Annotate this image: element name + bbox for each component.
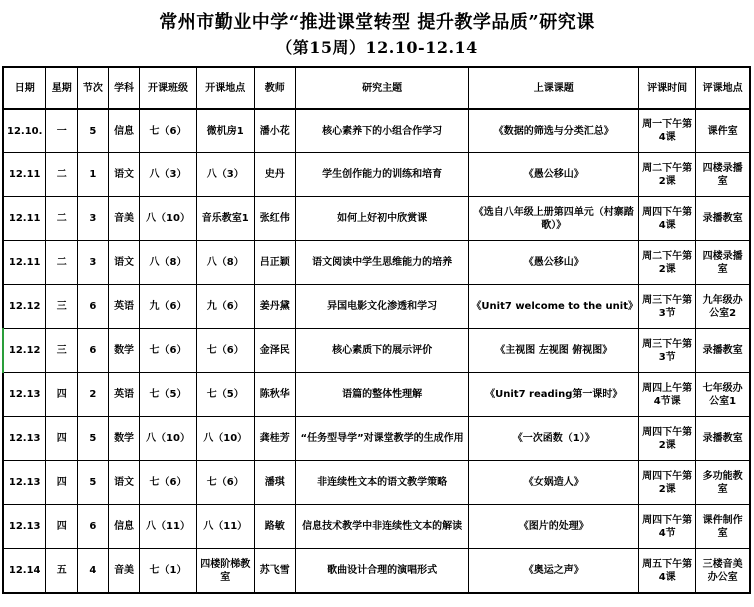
cell-review-time: 周三下午第3节 <box>639 285 696 329</box>
cell-weekday: 二 <box>46 197 78 241</box>
cell-date: 12.13 <box>3 505 46 549</box>
table-row <box>3 197 750 241</box>
cell-topic: 信息技术教学中非连续性文本的解读 <box>295 505 469 549</box>
cell-review-time: 周四下午第4课 <box>639 197 696 241</box>
cell-location: 九（6） <box>196 285 254 329</box>
cell-review-time: 周五下午第4课 <box>639 549 696 594</box>
cell-period: 5 <box>78 417 109 461</box>
cell-class: 八（8） <box>140 241 196 285</box>
cell-date: 12.10. <box>3 109 46 153</box>
cell-lesson: 《奥运之声》 <box>469 549 639 594</box>
cell-location: 八（8） <box>196 241 254 285</box>
cell-class: 九（6） <box>140 285 196 329</box>
cell-topic: 核心素养下的小组合作学习 <box>295 109 469 153</box>
cell-location: 八（10） <box>196 417 254 461</box>
cell-review-time: 周四上午第4节课 <box>639 373 696 417</box>
document-header <box>0 0 754 66</box>
cell-subject: 语文 <box>108 153 140 197</box>
cell-period: 3 <box>78 197 109 241</box>
cell-topic: 非连续性文本的语文教学策略 <box>295 461 469 505</box>
cell-teacher: 陈秋华 <box>254 373 295 417</box>
cell-date: 12.11 <box>3 153 46 197</box>
cell-weekday: 三 <box>46 285 78 329</box>
cell-review-time: 周四下午第2课 <box>639 461 696 505</box>
cell-teacher: 潘琪 <box>254 461 295 505</box>
cell-weekday: 二 <box>46 241 78 285</box>
cell-weekday: 二 <box>46 153 78 197</box>
cell-review-place: 七年级办公室1 <box>696 373 750 417</box>
cell-subject: 数学 <box>108 329 140 373</box>
cell-period: 1 <box>78 153 109 197</box>
cell-teacher: 姜丹黛 <box>254 285 295 329</box>
cell-class: 八（11） <box>140 505 196 549</box>
cell-period: 5 <box>78 109 109 153</box>
cell-period: 6 <box>78 329 109 373</box>
cell-location: 音乐教室1 <box>196 197 254 241</box>
cell-review-place: 四楼录播室 <box>696 241 750 285</box>
cell-lesson: 《选自八年级上册第四单元（村寨踏歌）》 <box>469 197 639 241</box>
header-review-place: 评课地点 <box>696 67 750 109</box>
cell-lesson: 《女娲造人》 <box>469 461 639 505</box>
header-teacher: 教师 <box>254 67 295 109</box>
cell-class: 八（10） <box>140 197 196 241</box>
header-class: 开课班级 <box>140 67 196 109</box>
cell-class: 八（3） <box>140 153 196 197</box>
cell-class: 七（6） <box>140 329 196 373</box>
cell-period: 2 <box>78 373 109 417</box>
cell-weekday: 三 <box>46 329 78 373</box>
cell-review-time: 周四下午第2课 <box>639 417 696 461</box>
table-row <box>3 153 750 197</box>
header-weekday: 星期 <box>46 67 78 109</box>
cell-subject: 信息 <box>108 505 140 549</box>
cell-lesson: 《数据的筛选与分类汇总》 <box>469 109 639 153</box>
cell-class: 七（5） <box>140 373 196 417</box>
cell-teacher: 潘小花 <box>254 109 295 153</box>
cell-date: 12.11 <box>3 197 46 241</box>
header-location: 开课地点 <box>196 67 254 109</box>
table-row <box>3 549 750 594</box>
cell-weekday: 四 <box>46 461 78 505</box>
cell-period: 6 <box>78 505 109 549</box>
cell-class: 七（1） <box>140 549 196 594</box>
cell-review-place: 录播教室 <box>696 197 750 241</box>
cell-topic: “任务型导学”对课堂教学的生成作用 <box>295 417 469 461</box>
table-row <box>3 373 750 417</box>
cell-teacher: 龚桂芳 <box>254 417 295 461</box>
cell-lesson: 《主视图 左视图 俯视图》 <box>469 329 639 373</box>
cell-subject: 英语 <box>108 373 140 417</box>
cell-weekday: 四 <box>46 505 78 549</box>
table-row <box>3 109 750 153</box>
document-title: 常州市勤业中学“推进课堂转型 提升教学品质”研究课 <box>159 12 595 33</box>
cell-subject: 数学 <box>108 417 140 461</box>
table-row <box>3 417 750 461</box>
cell-period: 4 <box>78 549 109 594</box>
research-lesson-schedule-table <box>2 66 751 594</box>
cell-location: 七（5） <box>196 373 254 417</box>
cell-subject: 音美 <box>108 197 140 241</box>
cell-lesson: 《一次函数（1）》 <box>469 417 639 461</box>
cell-lesson: 《图片的处理》 <box>469 505 639 549</box>
cell-date: 12.13 <box>3 373 46 417</box>
cell-weekday: 五 <box>46 549 78 594</box>
header-review-time: 评课时间 <box>639 67 696 109</box>
cell-teacher: 吕正颖 <box>254 241 295 285</box>
header-date: 日期 <box>3 67 46 109</box>
cell-topic: 异国电影文化渗透和学习 <box>295 285 469 329</box>
document-subtitle-week: （第15周）12.10-12.14 <box>276 38 478 57</box>
cell-weekday: 四 <box>46 373 78 417</box>
cell-date: 12.13 <box>3 461 46 505</box>
table-row <box>3 241 750 285</box>
cell-topic: 歌曲设计合理的演唱形式 <box>295 549 469 594</box>
cell-topic: 如何上好初中欣赏课 <box>295 197 469 241</box>
cell-topic: 学生创作能力的训练和培育 <box>295 153 469 197</box>
cell-review-place: 录播教室 <box>696 417 750 461</box>
cell-teacher: 张红伟 <box>254 197 295 241</box>
cell-topic: 核心素质下的展示评价 <box>295 329 469 373</box>
cell-date: 12.11 <box>3 241 46 285</box>
cell-lesson: 《Unit7 reading第一课时》 <box>469 373 639 417</box>
cell-teacher: 金泽民 <box>254 329 295 373</box>
cell-period: 6 <box>78 285 109 329</box>
cell-review-time: 周二下午第2课 <box>639 241 696 285</box>
table-row <box>3 461 750 505</box>
cell-location: 八（11） <box>196 505 254 549</box>
cell-review-place: 多功能教室 <box>696 461 750 505</box>
cell-subject: 信息 <box>108 109 140 153</box>
cell-location: 八（3） <box>196 153 254 197</box>
cell-review-place: 课件室 <box>696 109 750 153</box>
cell-weekday: 一 <box>46 109 78 153</box>
cell-date: 12.14 <box>3 549 46 594</box>
cell-location: 七（6） <box>196 461 254 505</box>
header-period: 节次 <box>78 67 109 109</box>
cell-lesson: 《愚公移山》 <box>469 153 639 197</box>
cell-subject: 语文 <box>108 241 140 285</box>
cell-review-place: 课件制作室 <box>696 505 750 549</box>
cell-period: 5 <box>78 461 109 505</box>
cell-lesson: 《愚公移山》 <box>469 241 639 285</box>
table-header-row <box>3 67 750 109</box>
cell-class: 七（6） <box>140 109 196 153</box>
cell-subject: 英语 <box>108 285 140 329</box>
cell-date: 12.12 <box>3 285 46 329</box>
cell-location: 四楼阶梯教室 <box>196 549 254 594</box>
cell-teacher: 史丹 <box>254 153 295 197</box>
cell-subject: 语文 <box>108 461 140 505</box>
table-row <box>3 285 750 329</box>
cell-period: 3 <box>78 241 109 285</box>
table-row <box>3 505 750 549</box>
cell-location: 微机房1 <box>196 109 254 153</box>
cell-review-time: 周三下午第3节 <box>639 329 696 373</box>
cell-date: 12.13 <box>3 417 46 461</box>
header-topic: 研究主题 <box>295 67 469 109</box>
cell-teacher: 路敏 <box>254 505 295 549</box>
cell-location: 七（6） <box>196 329 254 373</box>
cell-review-time: 周四下午第4节 <box>639 505 696 549</box>
cell-review-place: 九年级办公室2 <box>696 285 750 329</box>
cell-weekday: 四 <box>46 417 78 461</box>
cell-topic: 语文阅读中学生思维能力的培养 <box>295 241 469 285</box>
cell-topic: 语篇的整体性理解 <box>295 373 469 417</box>
table-row <box>3 329 750 373</box>
header-subject: 学科 <box>108 67 140 109</box>
cell-review-time: 周二下午第2课 <box>639 153 696 197</box>
cell-review-time: 周一下午第4课 <box>639 109 696 153</box>
cell-class: 八（10） <box>140 417 196 461</box>
cell-subject: 音美 <box>108 549 140 594</box>
cell-date: 12.12 <box>3 329 46 373</box>
header-lesson: 上课课题 <box>469 67 639 109</box>
cell-lesson: 《Unit7 welcome to the unit》 <box>469 285 639 329</box>
cell-review-place: 三楼音美办公室 <box>696 549 750 594</box>
cell-teacher: 苏飞雪 <box>254 549 295 594</box>
cell-class: 七（6） <box>140 461 196 505</box>
cell-review-place: 四楼录播室 <box>696 153 750 197</box>
cell-review-place: 录播教室 <box>696 329 750 373</box>
